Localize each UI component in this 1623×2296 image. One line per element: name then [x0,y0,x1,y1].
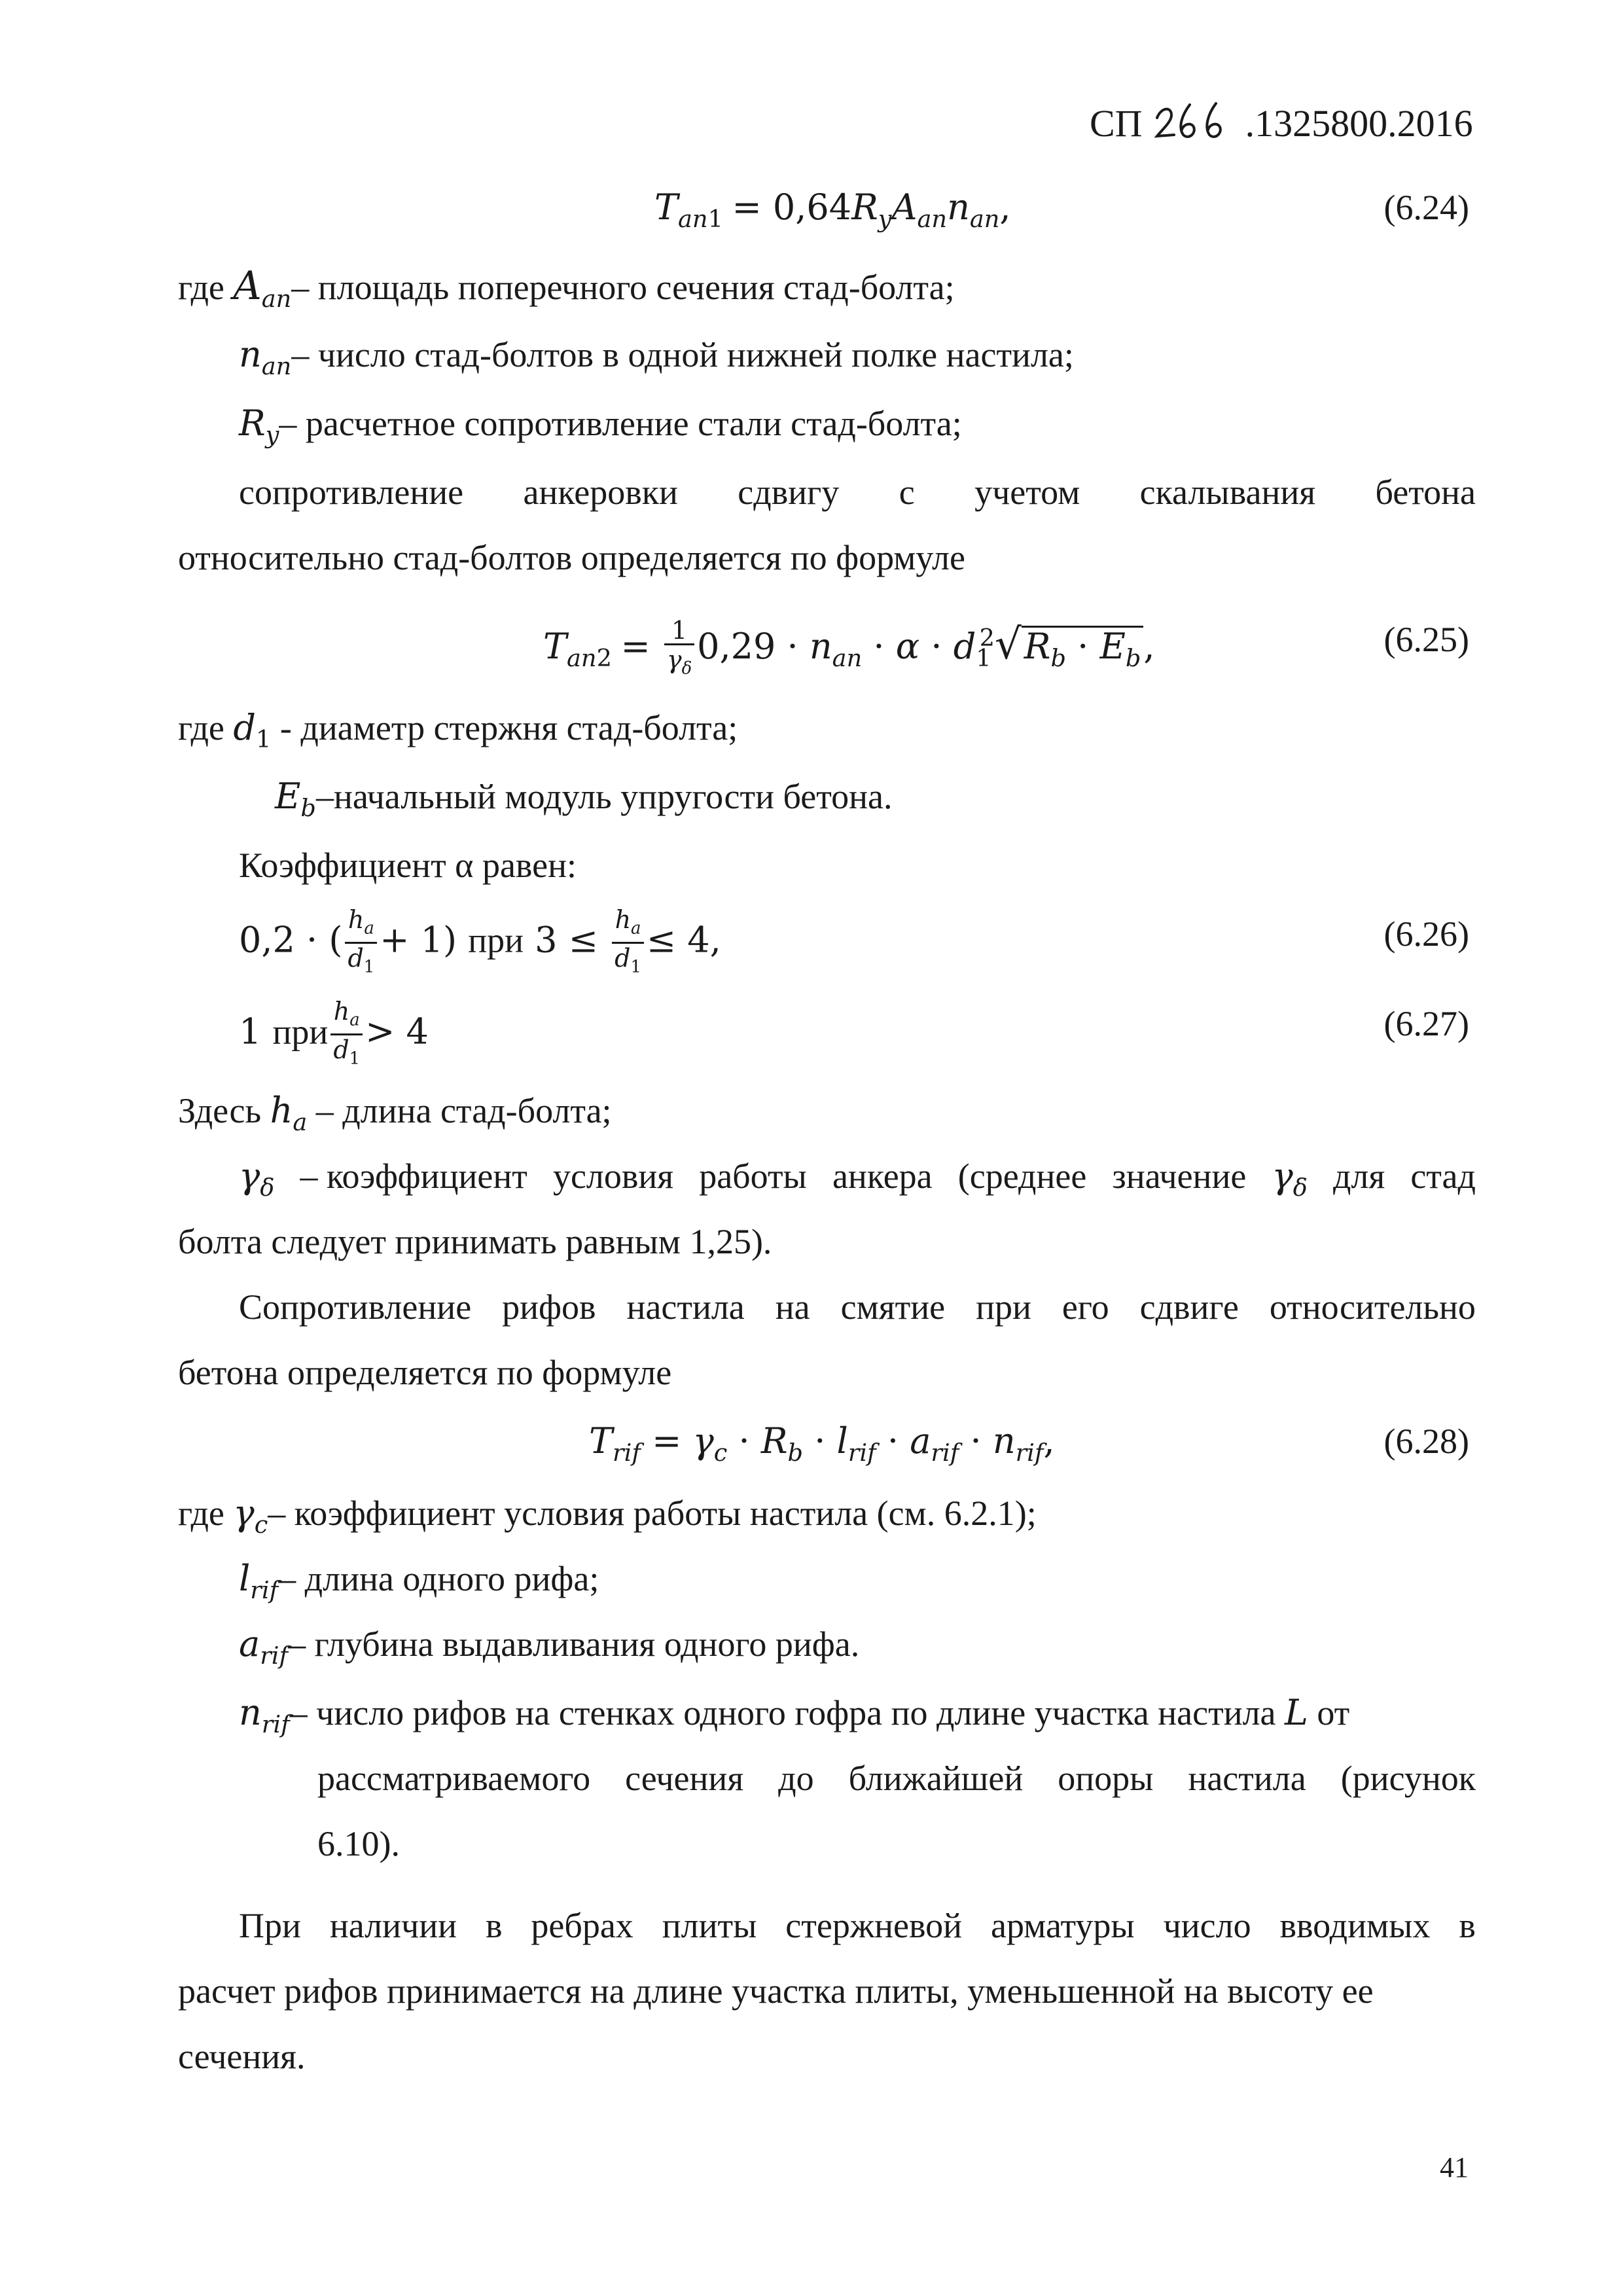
equation-6-24: $T_{an1} = 0,64R_yA_{an}n_{an}$, [654,187,1011,233]
definition-gamma-c: где $\gamma_c-$ коэффициент условия работы настила (см. 6.2.1); [178,1492,1037,1539]
paragraph-final-line-3: сечения. [178,2037,306,2076]
paragraph-rif-line-2: бетона определяется по формуле [178,1353,672,1392]
definition-gamma-delta-line-2: болта следует принимать равным 1,25). [178,1222,772,1261]
equation-6-26: 0,2 · ( $\frac{h_a}{d_1}$ + 1) при 3 ≤ $\frac{h_a}{d_1}$ ≤ 4, [239,905,721,977]
paragraph-anchor-line-1: сопротивление анкеровки сдвигу с учетом скалывания бетона [239,473,1476,512]
equation-number: (6.27) [1383,1004,1469,1043]
definition-a-an: где $A_{an}-$ площадь поперечного сечения стад-болта; [178,263,955,313]
handwritten-number [1152,98,1236,145]
equation-number: (6.24) [1383,188,1469,227]
paragraph-rif-line-1: Сопротивление рифов настила на смятие при его сдвиге относительно [239,1287,1476,1327]
equation-number: (6.25) [1383,620,1469,659]
paragraph-final-line-2: расчет рифов принимается на длине участка плиты, уменьшенной на высоту ее [178,1971,1374,2011]
equation-6-25: $T_{an2}$ = $\frac{1}{\gamma_\delta}$ $0,29 \cdot n_{an} \cdot \alpha \cdot d_1^2√R_b \cdot E_b$, [543,616,1155,679]
equation-number: (6.28) [1383,1422,1469,1461]
definition-r-y: $R_y-$ расчетное сопротивление стали стад-болта; [239,403,962,449]
page-number: 41 [1440,2151,1469,2183]
equation-6-28: $T_{rif} = \gamma_c \cdot R_b \cdot l_{rif} \cdot a_{rif} \cdot n_{rif}$, [589,1420,1055,1467]
definition-d1: где $d_1$ - диаметр стержня стад-болта; [178,707,738,753]
definition-n-rif-line-3: 6.10). [317,1824,400,1863]
definition-n-rif-line-1: $n_{rif}-$ число рифов на стенках одного гофра по длине участка настила L от [239,1692,1350,1738]
paragraph-final-line-1: При наличии в ребрах плиты стержневой арматуры число вводимых в [239,1906,1476,1945]
document-code [1090,98,1473,145]
definition-gamma-delta-line-1: $\gamma_\delta$ – коэффициент условия работы анкера (среднее значение $\gamma_\delta$ для стад [239,1155,1476,1202]
definition-n-an: $n_{an}-$ число стад-болтов в одной нижней полке настила; [239,334,1074,380]
definition-a-rif: $a_{rif}-$ глубина выдавливания одного рифа. [239,1623,860,1670]
coefficient-alpha-heading: Коэффициент α равен: [239,846,577,885]
definition-l-rif: $l_{rif}-$ длина одного рифа; [239,1558,599,1604]
definition-n-rif-line-2: рассматриваемого сечения до ближайшей опоры настила (рисунок [317,1759,1476,1798]
definition-h-a: Здесь $h_a$ – длина стад-болта; [178,1090,612,1136]
equation-number: (6.26) [1383,914,1469,954]
code-prefix: СП [1090,102,1143,145]
code-suffix: .1325800.2016 [1245,102,1473,145]
paragraph-anchor-line-2: относительно стад-болтов определяется по формуле [178,538,965,577]
equation-6-27: 1 при $\frac{h_a}{d_1}$ > 4 [239,997,429,1069]
definition-e-b: $E_b$–начальный модуль упругости бетона. [275,776,893,822]
handwritten-number-drawing [1152,98,1236,144]
